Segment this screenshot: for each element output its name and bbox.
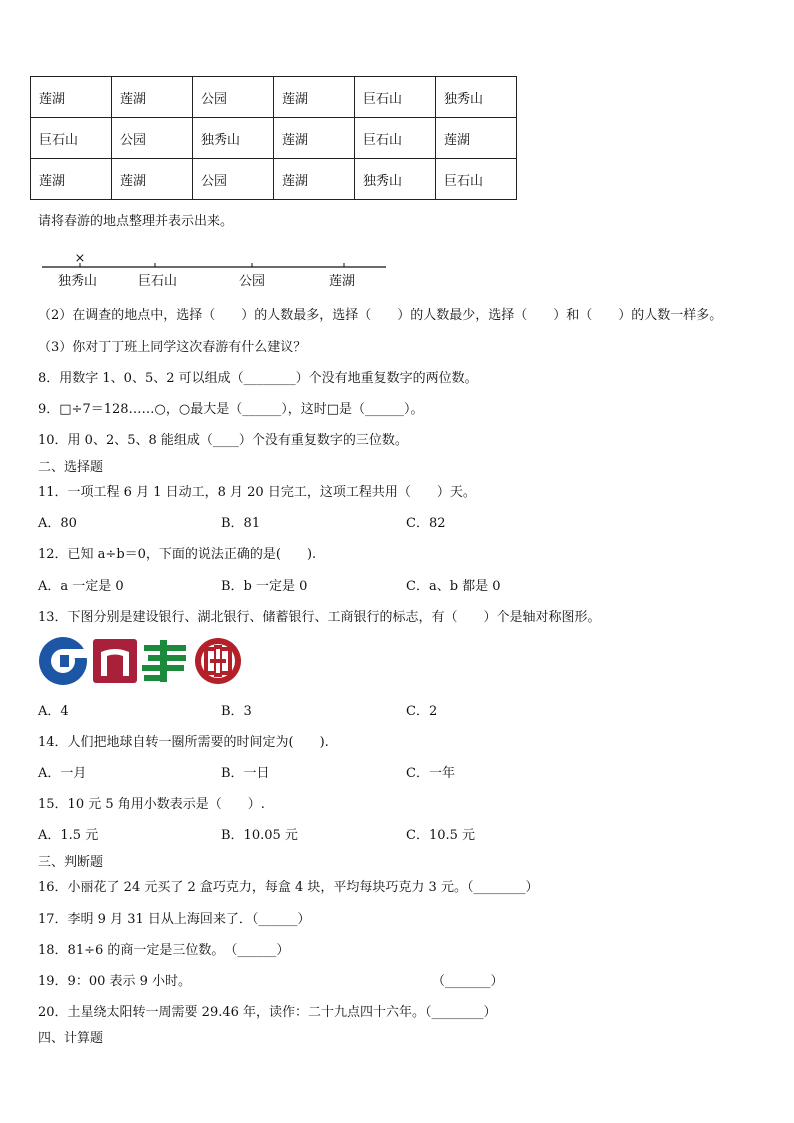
- tally-label: 巨石山: [138, 274, 178, 289]
- question-10: 10．用 0、2、5、8 能组成（____）个没有重复数字的三位数。: [38, 433, 408, 448]
- table-cell: 独秀山: [193, 118, 274, 159]
- question-9: 9．□÷7＝128……○，○最大是（______），这时□是（______）。: [38, 402, 424, 417]
- option-a: A．一月: [38, 766, 87, 781]
- option-c: C．10.5 元: [406, 828, 476, 843]
- question-19: 19．9：00 表示 9 小时。: [38, 974, 192, 989]
- table-cell: 莲湖: [112, 159, 193, 200]
- tally-mark: ×: [74, 251, 86, 266]
- option-c: C．82: [406, 516, 446, 531]
- option-a: A．4: [38, 704, 69, 719]
- hubei-bank-logo-icon: [93, 639, 137, 683]
- section-heading: 二、选择题: [38, 460, 104, 475]
- tally-label: 独秀山: [58, 274, 98, 289]
- option-b: B．一日: [221, 766, 270, 781]
- table-row: [31, 159, 517, 200]
- question-7-3: （3）你对丁丁班上同学这次春游有什么建议？: [38, 340, 307, 355]
- table-row: [31, 118, 517, 159]
- question-8: 8．用数字 1、0、5、2 可以组成（________）个没有地重复数字的两位数。: [38, 371, 478, 386]
- tally-label: 莲湖: [329, 274, 356, 289]
- section-heading: 四、计算题: [38, 1031, 104, 1046]
- ccb-logo-icon: [39, 637, 87, 685]
- table-cell: 莲湖: [274, 77, 355, 118]
- table-cell: 莲湖: [274, 118, 355, 159]
- section-heading: 三、判断题: [38, 855, 104, 870]
- question-13: 13．下图分别是建设银行、湖北银行、储蓄银行、工商银行的标志，有（ ）个是轴对称图形。: [38, 610, 601, 625]
- table-cell: 公园: [193, 159, 274, 200]
- question-11: 11．一项工程 6 月 1 日动工，8 月 20 日完工，这项工程共用（ ）天。: [38, 485, 476, 500]
- answer-blank: （_______）: [432, 974, 504, 989]
- postal-savings-logo-icon: [142, 640, 186, 682]
- table-cell: 巨石山: [31, 118, 112, 159]
- table-cell: 巨石山: [355, 118, 436, 159]
- tally-label: 公园: [239, 274, 266, 289]
- question-16: 16．小丽花了 24 元买了 2 盒巧克力，每盒 4 块，平均每块巧克力 3 元。（________）: [38, 880, 539, 895]
- instruction-text: 请将春游的地点整理并表示出来。: [38, 214, 234, 229]
- option-c: C．一年: [406, 766, 455, 781]
- table-cell: 巨石山: [355, 77, 436, 118]
- question-12: 12．已知 a÷b＝0，下面的说法正确的是( ).: [38, 547, 317, 562]
- table-cell: 莲湖: [31, 159, 112, 200]
- question-14: 14．人们把地球自转一圈所需要的时间定为( ).: [38, 735, 329, 750]
- question-15: 15．10 元 5 角用小数表示是（ ）.: [38, 797, 265, 812]
- table-cell: 莲湖: [436, 118, 517, 159]
- option-b: B．81: [221, 516, 261, 531]
- table-cell: 莲湖: [112, 77, 193, 118]
- option-b: B．b 一定是 0: [221, 579, 308, 594]
- question-7-2: （2）在调查的地点中，选择（ ）的人数最多，选择（ ）的人数最少，选择（ ）和（ ）的人数一样多。: [38, 308, 723, 323]
- table-cell: 巨石山: [436, 159, 517, 200]
- option-b: B．10.05 元: [221, 828, 298, 843]
- bank-logos: [38, 636, 248, 686]
- table-cell: 独秀山: [436, 77, 517, 118]
- option-a: A．80: [38, 516, 77, 531]
- option-a: A．1.5 元: [38, 828, 99, 843]
- survey-table: [30, 76, 517, 200]
- question-18: 18．81÷6 的商一定是三位数。 （______）: [38, 943, 290, 958]
- table-cell: 莲湖: [274, 159, 355, 200]
- table-cell: 公园: [193, 77, 274, 118]
- option-b: B．3: [221, 704, 252, 719]
- table-cell: 独秀山: [355, 159, 436, 200]
- question-17: 17．李明 9 月 31 日从上海回来了．（______）: [38, 912, 311, 927]
- option-c: C．2: [406, 704, 438, 719]
- option-a: A．a 一定是 0: [38, 579, 124, 594]
- option-c: C．a、b 都是 0: [406, 579, 501, 594]
- icbc-logo-icon: [195, 638, 241, 684]
- question-20: 20．土星绕太阳转一周需要 29.46 年，读作：二十九点四十六年。（________）: [38, 1005, 497, 1020]
- table-cell: 莲湖: [31, 77, 112, 118]
- table-cell: 公园: [112, 118, 193, 159]
- table-row: [31, 77, 517, 118]
